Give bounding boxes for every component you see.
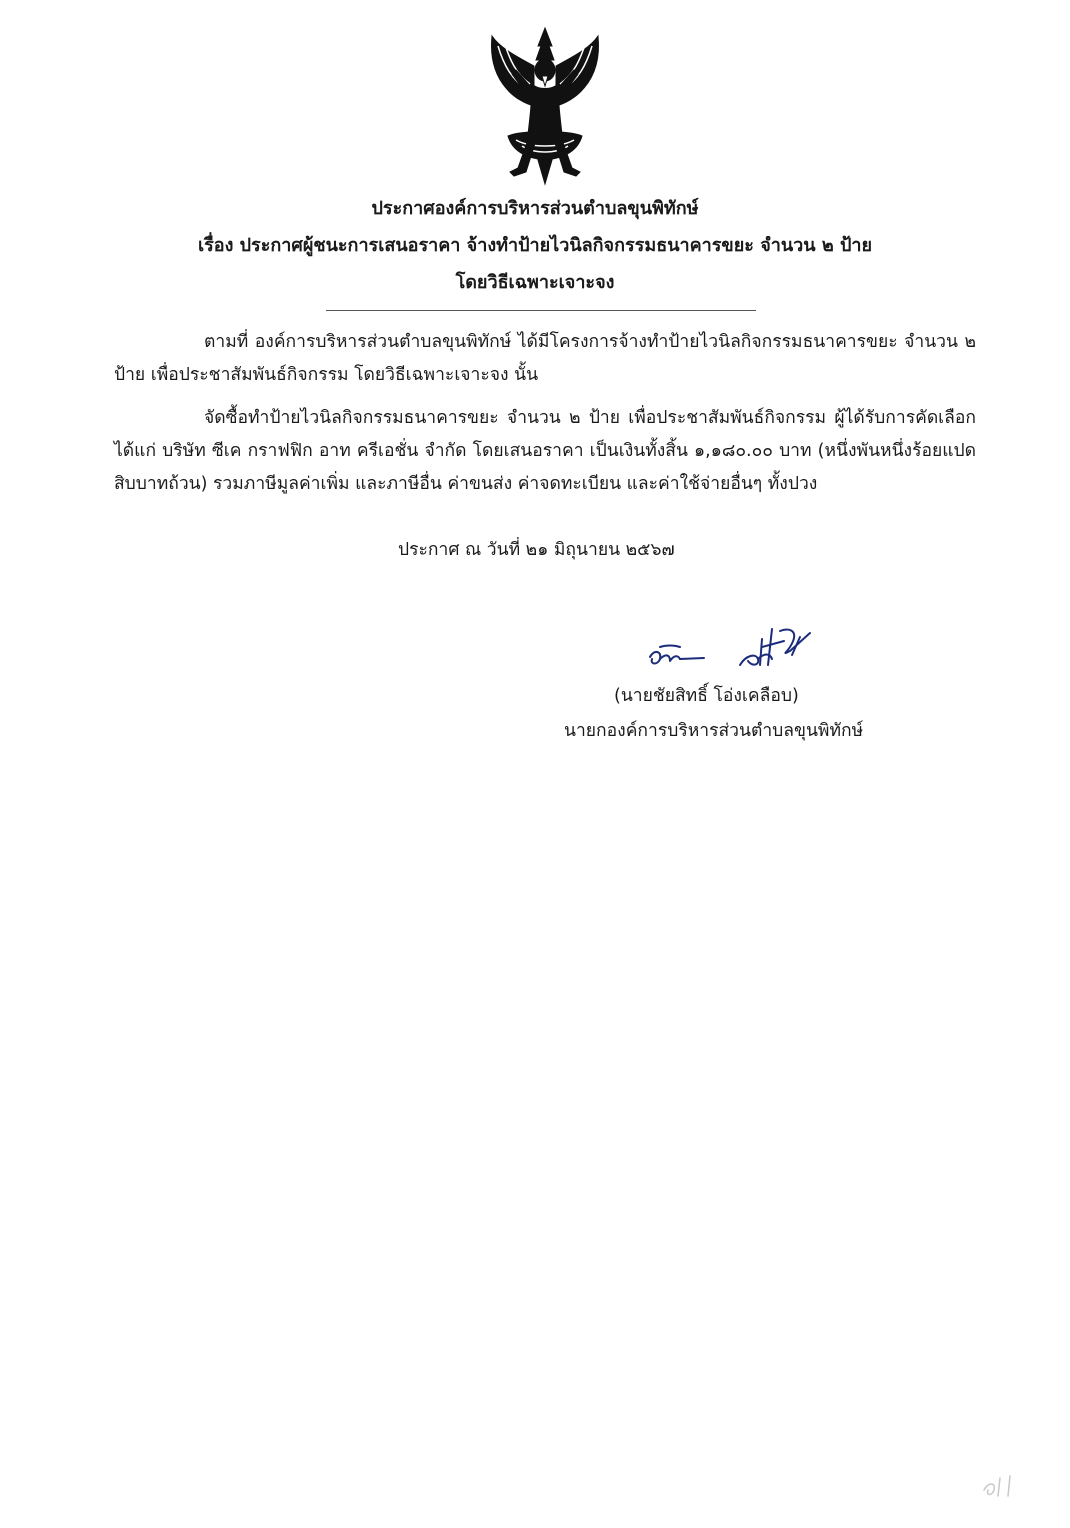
body-paragraph-2: จัดซื้อทำป้ายไวนิลกิจกรรมธนาคารขยะ จำนวน ๒ ป้าย เพื่อประชาสัมพันธ์กิจกรรม ผู้ได้รับการคัดเลือก ได้แก่ บริษัท ซีเค กราฟฟิก อาท ครีเอชั่น จำกัด โดยเสนอราคา เป็นเงินทั้งสิ้น ๑,๑๘๐.๐๐ บาท (หนึ่งพันหนึ่งร้อยแปดสิบบาทถ้วน) รวมภาษีมูลค่าเพิ่ม และภาษีอื่น ค่าขนส่ง ค่าจดทะเบียน และค่าใช้จ่ายอื่นๆ ทั้งปวง	[114, 408, 976, 494]
margin-scribble-icon	[980, 1470, 1024, 1500]
garuda-emblem-icon	[486, 26, 604, 186]
body-paragraph-1: ตามที่ องค์การบริหารส่วนตำบลขุนพิทักษ์ ได้มีโครงการจ้างทำป้ายไวนิลกิจกรรมธนาคารขยะ จำนวน ๒ ป้าย เพื่อประชาสัมพันธ์กิจกรรม โดยวิธีเฉพาะเจาะจง นั้น	[114, 332, 976, 385]
document-subject: เรื่อง ประกาศผู้ชนะการเสนอราคา จ้างทำป้ายไวนิลกิจกรรมธนาคารขยะ จำนวน ๒ ป้าย	[197, 235, 873, 256]
title-divider	[326, 310, 756, 311]
document-title: ประกาศองค์การบริหารส่วนตำบลขุนพิทักษ์	[371, 198, 699, 219]
signer-title: นายกองค์การบริหารส่วนตำบลขุนพิทักษ์	[564, 721, 864, 741]
signer-name: (นายชัยสิทธิ์ โอ่งเคลือบ)	[614, 686, 799, 706]
procurement-method: โดยวิธีเฉพาะเจาะจง	[455, 272, 615, 293]
announcement-date: ประกาศ ณ วันที่ ๒๑ มิถุนายน ๒๕๖๗	[398, 540, 675, 560]
handwritten-signature-icon	[640, 625, 830, 675]
